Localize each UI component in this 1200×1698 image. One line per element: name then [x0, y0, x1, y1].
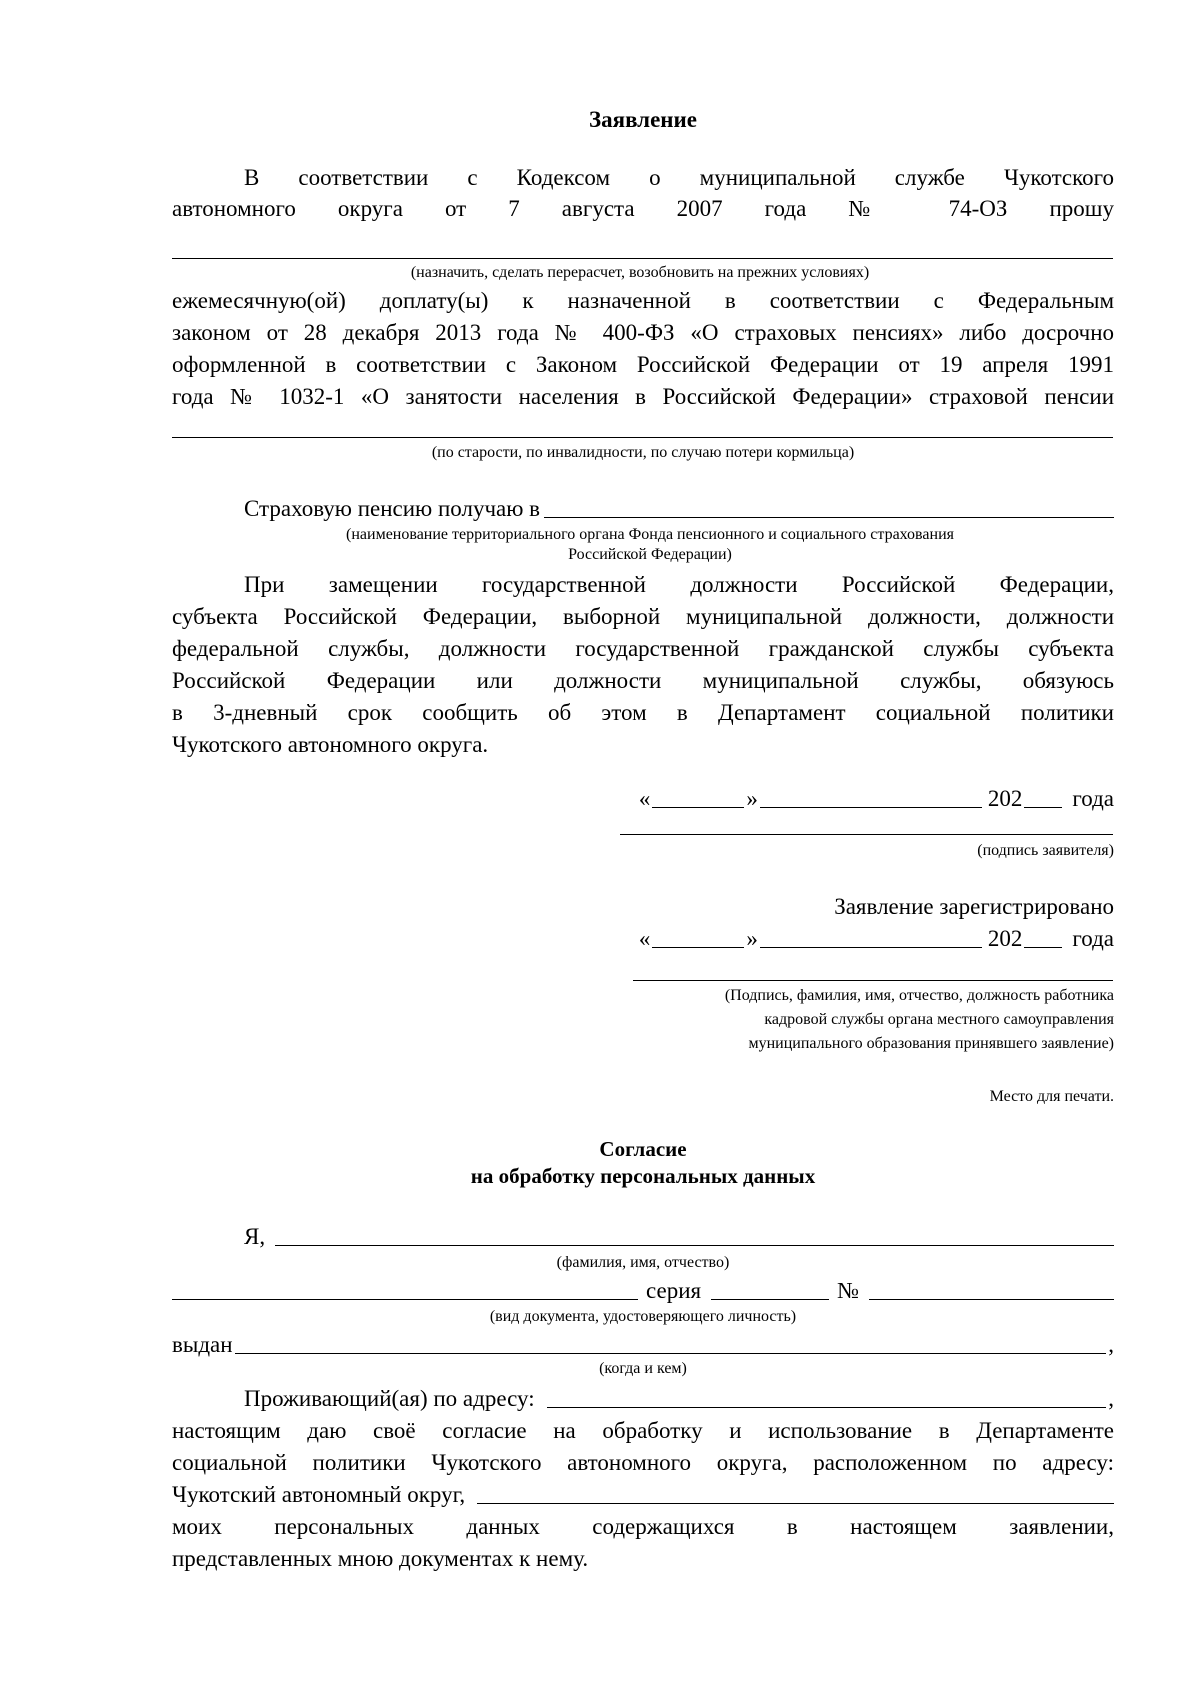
- year-prefix: 202: [987, 786, 1023, 811]
- address-field[interactable]: [547, 1407, 1107, 1408]
- fund-name-field[interactable]: [544, 517, 1114, 518]
- employee-hint-line-3: муниципального образования принявшего заявление): [748, 1035, 1114, 1052]
- intro-line-1: В соответствии с Кодексом о муниципальной службе Чукотского: [244, 165, 1114, 190]
- obligation-line-4: Российской Федерации или должности муниципальной службы, обязуюсь: [172, 668, 1114, 693]
- consent-name-row: [244, 1221, 1114, 1253]
- series-field[interactable]: [711, 1299, 829, 1300]
- consent-text-line-2: социальной политики Чукотского автономного округа, расположенном по адресу:: [172, 1450, 1114, 1475]
- stamp-place: Место для печати.: [989, 1088, 1114, 1105]
- i-label: Я,: [244, 1224, 266, 1249]
- date-close-quote: »: [746, 786, 758, 811]
- body-line-4: года № 1032-1 «О занятости населения в Российской Федерации» страховой пенсии: [172, 384, 1114, 409]
- document-number-field[interactable]: [869, 1299, 1114, 1300]
- address-label: Проживающий(ая) по адресу:: [244, 1386, 535, 1411]
- region-label: Чукотский автономный округ,: [172, 1482, 466, 1507]
- id-document-type-field[interactable]: [172, 1299, 638, 1300]
- hint-action: (назначить, сделать перерасчет, возобновить на прежних условиях): [410, 264, 870, 281]
- body-line-1: ежемесячную(ой) доплату(ы) к назначенной в соответствии с Федеральным: [172, 288, 1114, 313]
- applicant-signature-hint: (подпись заявителя): [977, 842, 1114, 859]
- registration-date-row: [639, 923, 1114, 955]
- pension-type-blank-line: [172, 437, 1113, 438]
- registration-day-field[interactable]: [652, 947, 744, 948]
- action-blank-line: [172, 258, 1113, 259]
- hint-fund-line-2: Российской Федерации): [568, 546, 732, 563]
- applicant-date-row: [639, 783, 1114, 815]
- reg-year-prefix: 202: [987, 926, 1023, 951]
- issued-label: выдан: [172, 1332, 233, 1357]
- obligation-line-1: При замещении государственной должности Российской Федерации,: [244, 572, 1114, 597]
- pension-received-label: Страховую пенсию получаю в: [244, 496, 541, 521]
- consent-text-line-1: настоящим даю своё согласие на обработку и использование в Департаменте: [172, 1418, 1114, 1443]
- intro-line-2: автономного округа от 7 августа 2007 года № 74-ОЗ прошу: [172, 196, 1114, 221]
- reg-date-close-quote: »: [746, 926, 758, 951]
- department-address-field[interactable]: [477, 1503, 1114, 1504]
- document-title: Заявление: [588, 107, 698, 132]
- applicant-year-field[interactable]: [1024, 807, 1062, 808]
- registration-month-field[interactable]: [760, 947, 982, 948]
- full-name-field[interactable]: [275, 1245, 1114, 1246]
- applicant-day-field[interactable]: [652, 807, 744, 808]
- address-row: [244, 1383, 1114, 1415]
- issued-comma: ,: [1108, 1332, 1114, 1357]
- issued-row: [172, 1329, 1114, 1361]
- series-label: серия: [646, 1278, 702, 1303]
- year-suffix: года: [1072, 786, 1114, 811]
- reg-date-open-quote: «: [638, 926, 651, 951]
- consent-title-line-2: на обработку персональных данных: [470, 1164, 816, 1188]
- hint-pension-type: (по старости, по инвалидности, по случаю потери кормильца): [431, 444, 855, 461]
- consent-final-line-2: представленных мною документах к нему.: [172, 1546, 589, 1571]
- hint-issued: (когда и кем): [599, 1360, 687, 1377]
- applicant-signature-field[interactable]: [620, 834, 1113, 835]
- applicant-month-field[interactable]: [760, 807, 982, 808]
- region-row: [172, 1479, 1114, 1511]
- pension-received-row: [244, 493, 1114, 525]
- id-document-row: [172, 1275, 1114, 1307]
- consent-final-line-1: моих персональных данных содержащихся в настоящем заявлении,: [172, 1514, 1114, 1539]
- obligation-line-3: федеральной службы, должности государственной гражданской службы субъекта: [172, 636, 1114, 661]
- body-line-3: оформленной в соответствии с Законом Российской Федерации от 19 апреля 1991: [172, 352, 1114, 377]
- issued-by-field[interactable]: [235, 1353, 1107, 1354]
- obligation-line-6: Чукотского автономного округа.: [172, 732, 489, 757]
- obligation-line-5: в 3-дневный срок сообщить об этом в Департамент социальной политики: [172, 700, 1114, 725]
- hint-document: (вид документа, удостоверяющего личность): [489, 1308, 797, 1325]
- registration-year-field[interactable]: [1024, 947, 1062, 948]
- consent-title-line-1: Согласие: [599, 1137, 687, 1161]
- employee-hint-line-1: (Подпись, фамилия, имя, отчество, должность работника: [724, 987, 1114, 1004]
- number-label: №: [837, 1278, 860, 1303]
- date-open-quote: «: [638, 786, 651, 811]
- address-comma: ,: [1108, 1386, 1114, 1411]
- obligation-line-2: субъекта Российской Федерации, выборной муниципальной должности, должности: [172, 604, 1114, 629]
- employee-hint-line-2: кадровой службы органа местного самоуправления: [764, 1011, 1114, 1028]
- employee-signature-field[interactable]: [633, 980, 1113, 981]
- hint-fund-line-1: (наименование территориального органа Фонда пенсионного и социального страхования: [346, 526, 954, 543]
- reg-year-suffix: года: [1072, 926, 1114, 951]
- body-line-2: законом от 28 декабря 2013 года № 400-ФЗ «О страховых пенсиях» либо досрочно: [172, 320, 1114, 345]
- registered-label: Заявление зарегистрировано: [834, 894, 1114, 919]
- hint-name: (фамилия, имя, отчество): [556, 1254, 730, 1271]
